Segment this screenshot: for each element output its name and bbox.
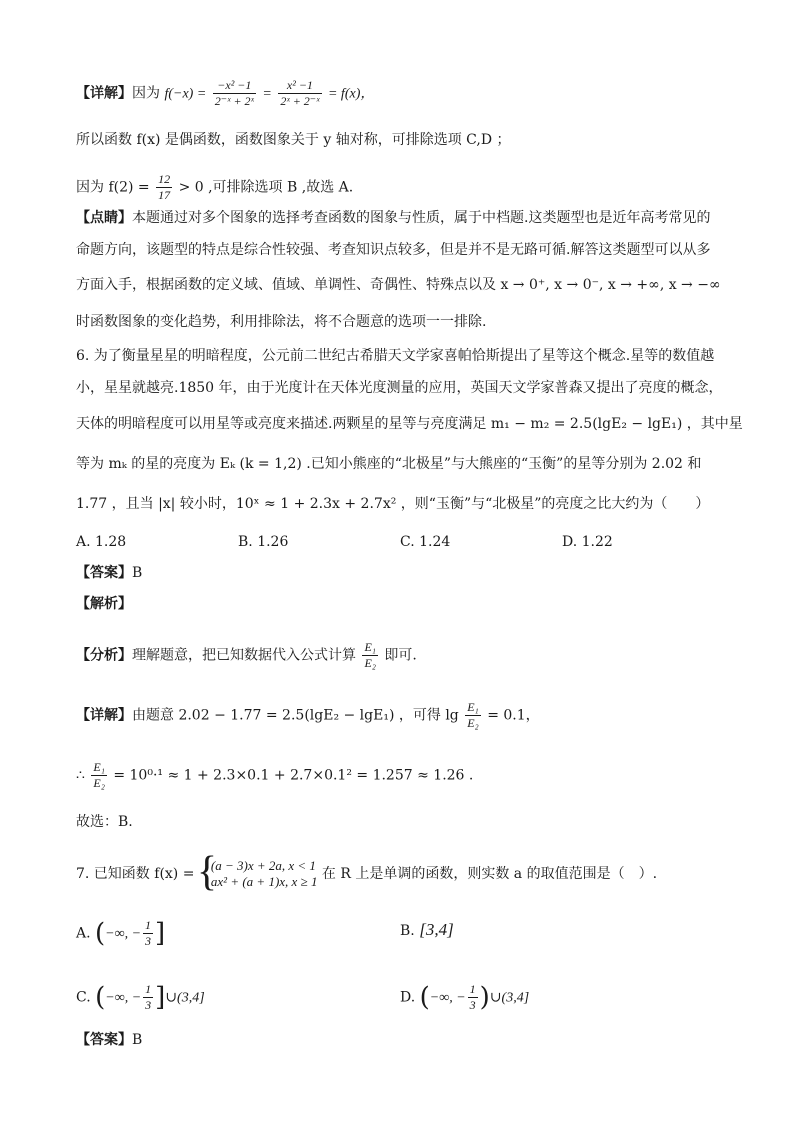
q7-option-d: D. (−∞, − $\frac{1}{3}$ )∪(3,4] — [400, 982, 530, 1013]
q7-answer: 【答案】B — [76, 1032, 143, 1048]
fraction: $\frac{12}{17}$ — [158, 172, 171, 202]
q7-stem: 7. 已知函数 f(x) = { (a − 3)x + 2a, x < 1 ax² + (a + 1)x, x ≥ 1 在 R 上是单调的函数，则实数 a 的取值范围是（ ）. — [76, 858, 657, 890]
fraction: $\frac{1}{3}$ — [145, 918, 152, 948]
q5-line3: 因为 f(2) = $\frac{12}{17}$ > 0 ,可排除选项 B ,故选 A. — [76, 172, 354, 202]
fraction: $\frac{\text{−x² −1}}{\text{2⁻ˣ + 2ˣ}}$ — [214, 78, 254, 108]
q6-calc-line: ∴ $\frac{\text{E₁}}{\text{E₂}}$ = 10⁰·¹ ≈ 1 + 2.3×0.1 + 2.7×0.1² = 1.257 ≈ 1.26 . — [76, 760, 474, 790]
q7-option-c: C. (−∞, − $\frac{1}{3}$ ]∪(3,4] — [76, 982, 205, 1013]
q6-option-b: B. 1.26 — [238, 534, 289, 550]
q6-analysis-tag: 【解析】 — [76, 596, 132, 612]
fraction: $\frac{\text{E₁}}{\text{E₂}}$ — [467, 700, 479, 730]
fraction: $\frac{\text{E₁}}{\text{E₂}}$ — [93, 760, 105, 790]
q5-comment-line1: 【点睛】本题通过对多个图象的选择考查函数的图象与性质，属于中档题.这类题型也是近年高考常见的 — [76, 210, 711, 226]
detail-tag: 【详解】 — [76, 85, 132, 102]
q6-stem-line1: 6. 为了衡量星星的明暗程度，公元前二世纪古希腊天文学家喜帕恰斯提出了星等这个概念.星等的数值越 — [76, 348, 715, 364]
q5-line2: 所以函数 f(x) 是偶函数，函数图象关于 y 轴对称，可排除选项 C,D ； — [76, 132, 511, 148]
q5-comment-line3: 方面入手，根据函数的定义域、值域、单调性、奇偶性、特殊点以及 x → 0⁺, x → 0⁻, x → +∞, x → −∞ — [76, 277, 721, 293]
q6-option-d: D. 1.22 — [562, 534, 613, 550]
q6-detail-line: 【详解】由题意 2.02 − 1.77 = 2.5(lgE₂ − lgE₁) ，可得 lg $\frac{\text{E₁}}{\text{E₂}}$ = 0.1， — [76, 700, 540, 730]
fraction: $\frac{\text{E₁}}{\text{E₂}}$ — [364, 640, 376, 670]
q6-stem-line3: 天体的明暗程度可以用星等或亮度来描述.两颗星的星等与亮度满足 m₁ − m₂ = 2.5(lgE₂ − lgE₁) ，其中星 — [76, 416, 743, 432]
q6-stem-line4: 等为 mₖ 的星的亮度为 Eₖ (k = 1,2) .已知小熊座的“北极星”与大熊座的“玉衡”的星等分别为 2.02 和 — [76, 456, 702, 472]
q6-option-a: A. 1.28 — [76, 534, 127, 550]
q7-option-b: B. [3,4] — [400, 920, 454, 939]
q5-comment-line4: 时函数图象的变化趋势，利用排除法，将不合题意的选项一一排除. — [76, 314, 487, 330]
q5-comment-line2: 命题方向，该题型的特点是综合性较强、考查知识点较多，但是并不是无路可循.解答这类题型可以从多 — [76, 242, 711, 258]
fraction: $\frac{\text{x² −1}}{\text{2ˣ + 2⁻ˣ}}$ — [280, 78, 320, 108]
q6-stem-line2: 小，星星就越亮.1850 年，由于光度计在天体光度测量的应用，英国天文学家普森又提出了亮度的概念， — [76, 380, 723, 396]
q6-answer: 【答案】B — [76, 565, 143, 581]
q6-conclusion: 故选：B. — [76, 814, 133, 830]
q6-stem-line5: 1.77 ，且当 |x| 较小时，10ˣ ≈ 1 + 2.3x + 2.7x² ，则“玉衡”与“北极星”的亮度之比大约为（ ） — [76, 496, 710, 512]
q5-detail-line: 【详解】因为 f(−x) = $\frac{\text{−x² −1}}{\text{2⁻ˣ + 2ˣ}}$ = $\frac{\text{x² −1}}{\text{2ˣ + 2⁻ˣ}}$ = f(x)， — [76, 78, 375, 108]
fraction: $\frac{1}{3}$ — [469, 982, 476, 1012]
fraction: $\frac{1}{3}$ — [145, 982, 152, 1012]
q6-option-c: C. 1.24 — [400, 534, 451, 550]
piecewise-function: { (a − 3)x + 2a, x < 1 ax² + (a + 1)x, x ≥ 1 — [199, 858, 318, 890]
q6-analysis-line: 【分析】理解题意，把已知数据代入公式计算 $\frac{\text{E₁}}{\text{E₂}}$ 即可. — [76, 640, 417, 670]
q7-option-a: A. (−∞, − $\frac{1}{3}$ ] — [76, 918, 166, 949]
